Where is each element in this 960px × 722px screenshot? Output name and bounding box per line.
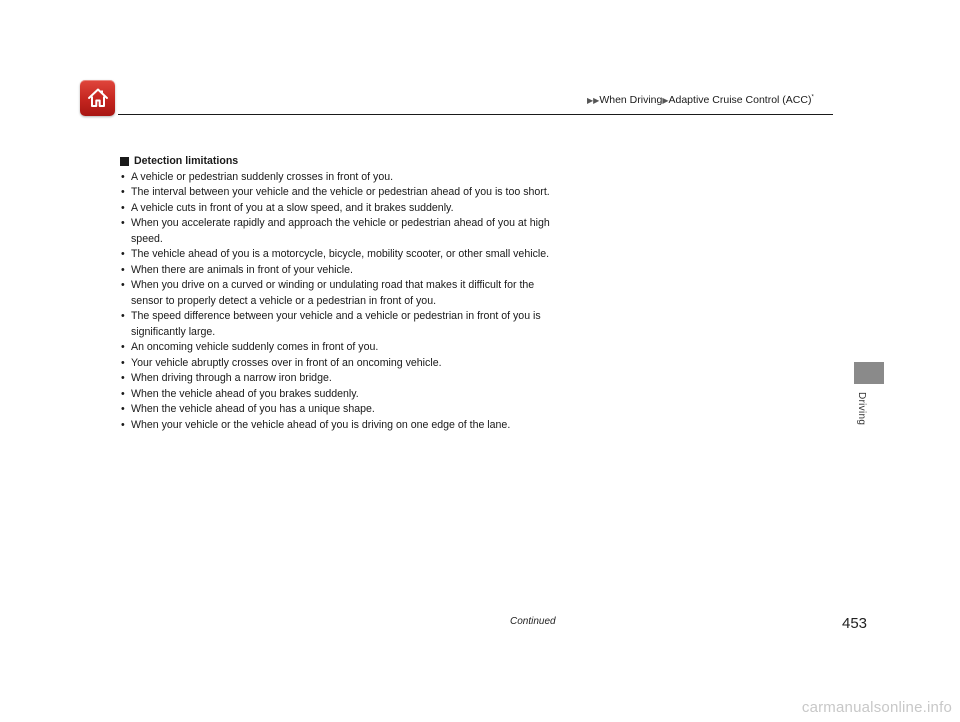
breadcrumb-item-acc[interactable]: Adaptive Cruise Control (ACC)	[668, 94, 812, 106]
home-button[interactable]	[80, 80, 115, 116]
header-divider	[118, 114, 833, 115]
chapter-tab[interactable]	[854, 362, 884, 384]
list-item: • When the vehicle ahead of you has a unique shape.	[120, 402, 560, 418]
square-bullet-icon	[120, 157, 129, 166]
detection-limitations-section	[120, 154, 560, 433]
list-item: • When you drive on a curved or winding or undulating road that makes it difficult for the sensor to properly detect a vehicle or a pedestrian in front of you.	[120, 278, 560, 309]
list-item: • When there are animals in front of your vehicle.	[120, 263, 560, 279]
list-item: • When the vehicle ahead of you brakes suddenly.	[120, 387, 560, 403]
breadcrumb-marker: *	[811, 94, 814, 101]
list-item: • The interval between your vehicle and the vehicle or pedestrian ahead of you is too short.	[120, 185, 560, 201]
section-title: Detection limitations	[134, 155, 239, 167]
chapter-tab-label: Driving	[856, 392, 867, 426]
list-item: • An oncoming vehicle suddenly comes in front of you.	[120, 340, 560, 356]
breadcrumb-arrow-icon: ▶▶	[587, 96, 600, 105]
home-icon	[86, 86, 110, 110]
list-item: • When driving through a narrow iron bridge.	[120, 371, 560, 387]
list-item: • Your vehicle abruptly crosses over in front of an oncoming vehicle.	[120, 356, 560, 372]
continued-label: Continued	[510, 616, 556, 627]
breadcrumb-item-when-driving[interactable]: When Driving	[599, 94, 663, 106]
list-item: • When your vehicle or the vehicle ahead of you is driving on one edge of the lane.	[120, 418, 560, 434]
page-number: 453	[842, 615, 868, 632]
list-item: • A vehicle or pedestrian suddenly crosses in front of you.	[120, 170, 560, 186]
limitations-list	[120, 170, 560, 434]
list-item: • A vehicle cuts in front of you at a slow speed, and it brakes suddenly.	[120, 201, 560, 217]
list-item: • When you accelerate rapidly and approach the vehicle or pedestrian ahead of you at high speed.	[120, 216, 560, 247]
watermark: carmanualsonline.info	[801, 699, 952, 716]
list-item: • The vehicle ahead of you is a motorcycle, bicycle, mobility scooter, or other small vehicle.	[120, 247, 560, 263]
breadcrumb-arrow-icon: ▶	[662, 96, 669, 105]
list-item: • The speed difference between your vehicle and a vehicle or pedestrian in front of you is significantly large.	[120, 309, 560, 340]
breadcrumb	[587, 94, 814, 106]
section-heading	[120, 154, 560, 170]
